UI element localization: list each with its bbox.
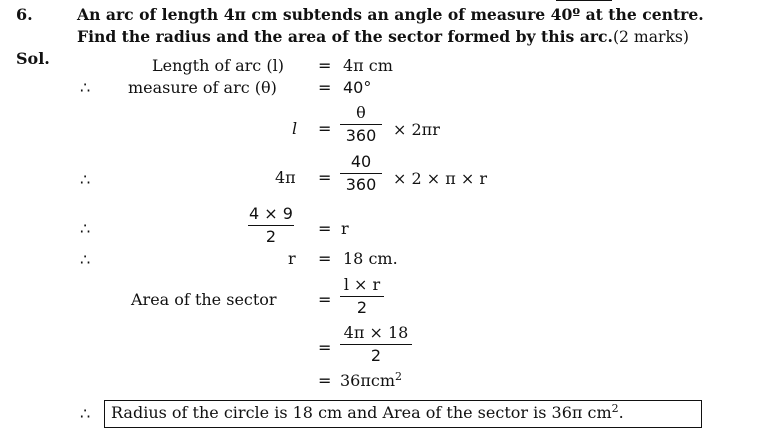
substitution-lhs: 4π bbox=[275, 168, 296, 187]
equals-5: = bbox=[318, 219, 332, 238]
equals-9: = bbox=[318, 371, 332, 390]
final-answer bbox=[111, 402, 624, 422]
question-marks: (2 marks) bbox=[612, 28, 689, 46]
final-answer-text: Radius of the circle is 18 cm and Area of the sector is 36π cm bbox=[111, 403, 612, 422]
therefore-symbol: ∴ bbox=[80, 78, 91, 97]
fraction-denominator: 2 bbox=[370, 346, 382, 365]
therefore-symbol: ∴ bbox=[80, 219, 91, 238]
fraction-numerator: 4π × 18 bbox=[343, 323, 409, 342]
area-fraction bbox=[340, 277, 384, 316]
solve-rhs: r bbox=[341, 219, 349, 238]
arc-length-value: 4π cm bbox=[343, 56, 393, 75]
area-result bbox=[340, 370, 403, 390]
fraction-bar bbox=[340, 344, 412, 345]
fraction-denominator: 2 bbox=[356, 298, 368, 317]
equals-7: = bbox=[318, 290, 332, 309]
equals-8: = bbox=[318, 338, 332, 357]
fraction-denominator: 360 bbox=[345, 126, 377, 145]
fraction-numerator: θ bbox=[356, 103, 366, 122]
area-label: Area of the sector bbox=[131, 290, 277, 309]
question-line-1: An arc of length 4π cm subtends an angle of measure 40º at the centre. bbox=[77, 5, 704, 24]
equals-4: = bbox=[318, 168, 332, 187]
top-rule bbox=[556, 0, 612, 1]
substitution-tail: × 2 × π × r bbox=[393, 169, 487, 188]
question-text-2: Find the radius and the area of the sector formed by this arc. bbox=[77, 27, 613, 46]
final-answer-exponent: 2 bbox=[611, 402, 619, 415]
question-line-2 bbox=[77, 29, 689, 46]
fraction-numerator: 40 bbox=[350, 152, 372, 171]
therefore-symbol: ∴ bbox=[80, 170, 91, 189]
arc-angle-label: measure of arc (θ) bbox=[128, 78, 277, 97]
area-result-exponent: 2 bbox=[395, 370, 403, 383]
radius-lhs: r bbox=[288, 249, 296, 268]
fraction-bar bbox=[248, 225, 294, 226]
equals-6: = bbox=[318, 249, 332, 268]
fraction-denominator: 360 bbox=[345, 175, 377, 194]
formula-fraction bbox=[340, 105, 382, 144]
equals-2: = bbox=[318, 78, 332, 97]
arc-angle-value: 40° bbox=[343, 78, 372, 97]
area-fraction-2 bbox=[340, 325, 412, 364]
solve-fraction bbox=[248, 206, 294, 245]
equals-3: = bbox=[318, 119, 332, 138]
therefore-symbol: ∴ bbox=[80, 250, 91, 269]
fraction-numerator: 4 × 9 bbox=[249, 204, 293, 223]
final-answer-period: . bbox=[618, 403, 624, 422]
question-number: 6. bbox=[16, 5, 33, 24]
fraction-bar bbox=[340, 173, 382, 174]
fraction-numerator bbox=[340, 277, 384, 293]
therefore-symbol: ∴ bbox=[80, 404, 91, 423]
fraction-bar bbox=[340, 296, 384, 297]
radius-value: 18 cm. bbox=[343, 249, 398, 268]
area-result-base: 36πcm bbox=[340, 371, 396, 390]
solution-label: Sol. bbox=[16, 49, 50, 68]
fraction-bar bbox=[340, 124, 382, 125]
fraction-denominator: 2 bbox=[265, 227, 277, 246]
arc-length-label: Length of arc (l) bbox=[152, 56, 284, 75]
equals-1: = bbox=[318, 56, 332, 75]
area-numerator: l × r bbox=[343, 275, 381, 294]
formula-tail: × 2πr bbox=[393, 120, 440, 139]
formula-lhs: l bbox=[292, 119, 298, 138]
substitution-fraction bbox=[340, 154, 382, 193]
